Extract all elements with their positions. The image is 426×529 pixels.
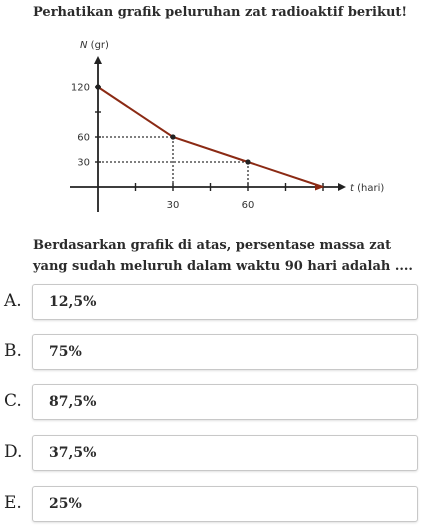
option-a-letter: A. (4, 291, 22, 311)
question-text: Berdasarkan grafik di atas, persentase massa zat yang sudah meluruh dalam waktu 90 hari adalah .... (33, 238, 413, 274)
option-e-label: 25% (49, 496, 82, 512)
y-axis-arrow (94, 56, 102, 64)
option-a-label: 12,5% (49, 294, 97, 310)
decay-chart-svg (40, 32, 400, 222)
y-axis-unit: (gr) (87, 40, 109, 51)
data-point (170, 134, 175, 139)
intro-text: Perhatikan grafik peluruhan zat radioaktif berikut! (33, 5, 408, 20)
x-tick-label: 60 (241, 200, 255, 211)
data-point (245, 159, 250, 164)
x-tick-label: 30 (166, 200, 180, 211)
option-a-button[interactable] (32, 284, 418, 320)
option-e-letter: E. (4, 493, 22, 513)
option-d-letter: D. (4, 442, 23, 462)
option-d-label: 37,5% (49, 445, 97, 461)
y-tick-label: 120 (70, 82, 90, 94)
decay-chart (40, 32, 400, 222)
x-axis-arrow (338, 183, 346, 191)
option-c-label: 87,5% (49, 394, 97, 410)
y-tick-label: 60 (77, 132, 90, 144)
x-axis-variable: t (350, 183, 354, 194)
option-d-button[interactable] (32, 435, 418, 471)
x-axis-unit: (hari) (353, 183, 385, 194)
y-tick-label: 30 (77, 157, 90, 169)
x-axis-label (350, 183, 384, 194)
option-b-button[interactable] (32, 334, 418, 370)
option-e-button[interactable] (32, 486, 418, 522)
y-axis-variable: N (80, 40, 88, 51)
data-point (95, 84, 100, 89)
option-c-letter: C. (4, 391, 22, 411)
y-axis-label (80, 40, 109, 51)
option-b-label: 75% (49, 344, 82, 360)
option-b-letter: B. (4, 341, 22, 361)
option-c-button[interactable] (32, 384, 418, 420)
